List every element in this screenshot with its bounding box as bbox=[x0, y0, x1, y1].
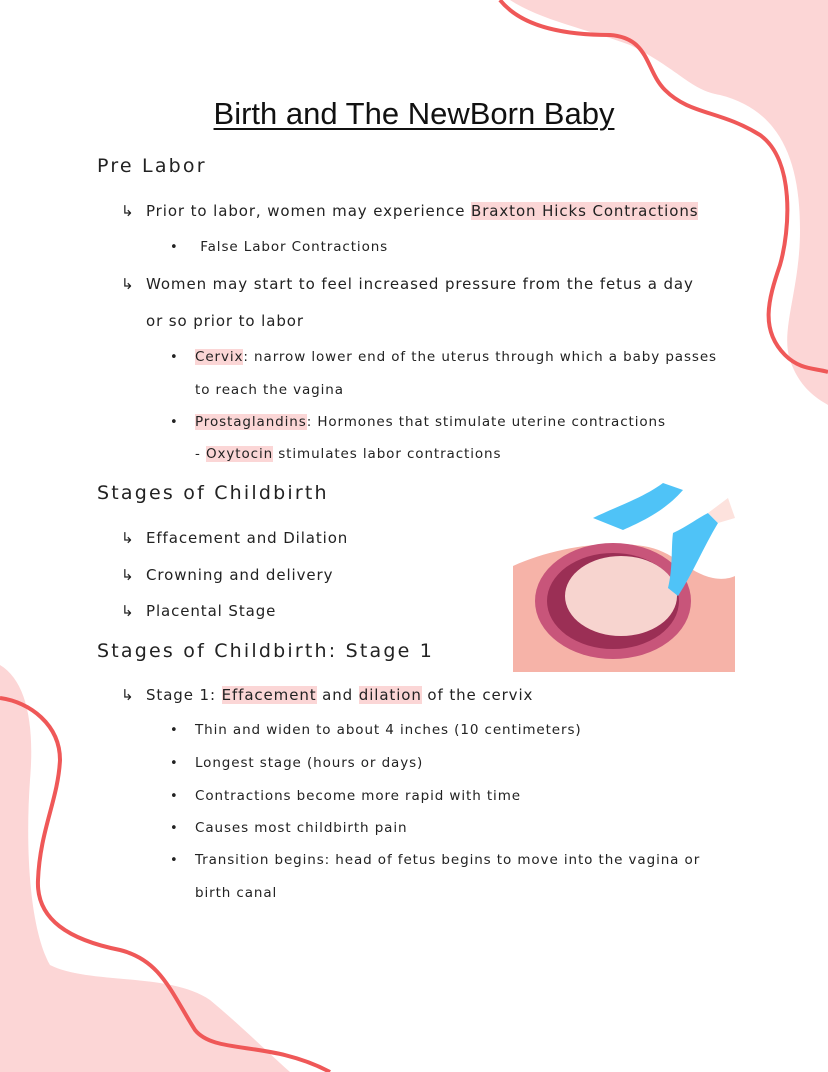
highlight-effacement: Effacement bbox=[221, 686, 317, 704]
heading-stages: Stages of Childbirth bbox=[97, 482, 329, 504]
highlight-prostaglandins: Prostaglandins bbox=[195, 414, 307, 430]
list-item-stage1-bullet: • Causes most childbirth pain bbox=[170, 820, 408, 836]
list-item-pressure: ↳ Women may start to feel increased pressure from the fetus a day bbox=[121, 275, 694, 293]
arrow-icon: ↳ bbox=[121, 566, 135, 584]
highlight-braxton: Braxton Hicks Contractions bbox=[471, 202, 699, 220]
list-item-braxton: ↳ Prior to labor, women may experience Braxton Hicks Contractions bbox=[121, 202, 699, 220]
list-item-false-labor: • False Labor Contractions bbox=[170, 239, 389, 255]
list-item-prostaglandins: • Prostaglandins: Hormones that stimulate uterine contractions bbox=[170, 414, 666, 430]
list-item-cervix: • Cervix: narrow lower end of the uterus through which a baby passes bbox=[170, 349, 717, 365]
list-item-stage1-bullet: • Contractions become more rapid with time bbox=[170, 788, 521, 804]
heading-stage1: Stages of Childbirth: Stage 1 bbox=[97, 640, 435, 662]
list-item-stage: ↳ Placental Stage bbox=[121, 602, 277, 620]
list-item-stage1-cont: birth canal bbox=[195, 885, 278, 901]
childbirth-illustration bbox=[513, 478, 735, 672]
list-item-stage: ↳ Crowning and delivery bbox=[121, 566, 334, 584]
page-title: Birth and The NewBorn Baby bbox=[213, 96, 615, 131]
bullet-icon: • bbox=[170, 240, 179, 255]
highlight-cervix: Cervix bbox=[195, 349, 244, 365]
arrow-icon: ↳ bbox=[121, 275, 135, 293]
heading-pre-labor: Pre Labor bbox=[97, 155, 207, 177]
list-item-stage1-bullet: • Transition begins: head of fetus begins to move into the vagina or bbox=[170, 852, 701, 868]
bullet-icon: • bbox=[170, 723, 179, 738]
bullet-icon: • bbox=[170, 415, 179, 430]
arrow-icon: ↳ bbox=[121, 202, 135, 220]
list-item-stage1-bullet: • Thin and widen to about 4 inches (10 centimeters) bbox=[170, 722, 582, 738]
bullet-icon: • bbox=[170, 756, 179, 771]
highlight-oxytocin: Oxytocin bbox=[205, 446, 274, 462]
list-item-stage1-bullet: • Longest stage (hours or days) bbox=[170, 755, 424, 771]
bullet-icon: • bbox=[170, 853, 179, 868]
highlight-dilation: dilation bbox=[358, 686, 422, 704]
arrow-icon: ↳ bbox=[121, 686, 135, 704]
list-item-stage: ↳ Effacement and Dilation bbox=[121, 529, 349, 547]
bullet-icon: • bbox=[170, 350, 179, 365]
list-item-pressure-cont: or so prior to labor bbox=[146, 312, 304, 330]
list-item-stage1: ↳ Stage 1: Effacement and dilation of the cervix bbox=[121, 686, 534, 704]
arrow-icon: ↳ bbox=[121, 602, 135, 620]
list-item-oxytocin: - Oxytocin stimulates labor contractions bbox=[195, 446, 502, 462]
bullet-icon: • bbox=[170, 789, 179, 804]
bullet-icon: • bbox=[170, 821, 179, 836]
list-item-cervix-cont: to reach the vagina bbox=[195, 382, 344, 398]
arrow-icon: ↳ bbox=[121, 529, 135, 547]
